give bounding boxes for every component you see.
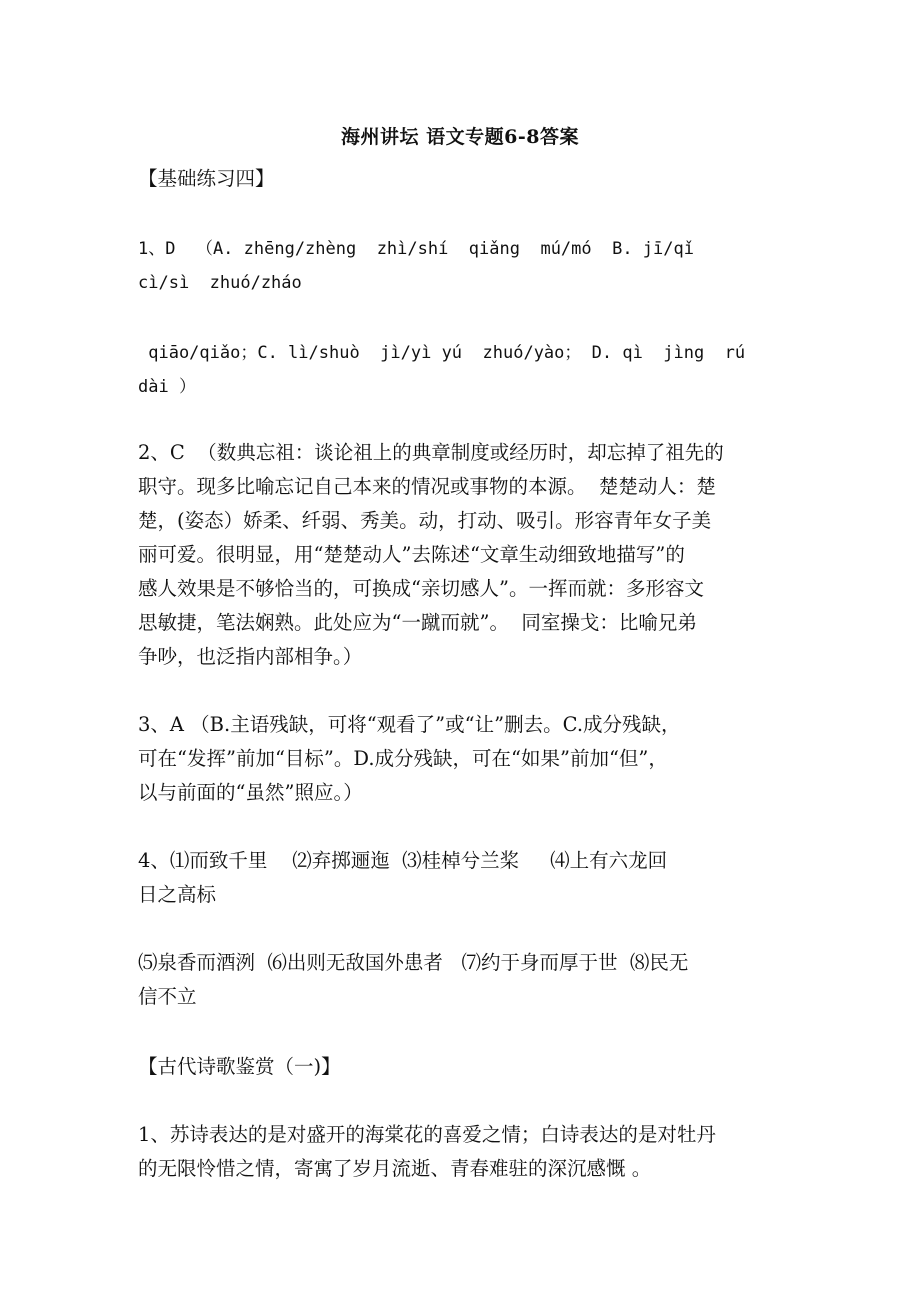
answer-1-line-1: 1、D （A. zhēng/zhèng zhì/shí qiǎng mú/mó B. jī/qǐ [138,239,694,259]
page-title: 海州讲坛 语文专题6-8答案 [341,126,579,148]
answer-3-line-1: 3、A （B.主语残缺，可将“观看了”或“让”删去。C.成分残缺， [138,713,681,736]
answer-4-line-2: 日之高标 [138,883,217,906]
answer-2-line-6: 思敏捷，笔法娴熟。此处应为“一蹴而就”。 同室操戈：比喻兄弟 [138,611,697,634]
poetry-answer-1-line-1: 1、苏诗表达的是对盛开的海棠花的喜爱之情；白诗表达的是对牡丹 [138,1123,716,1146]
answer-2-line-1: 2、C （数典忘祖：谈论祖上的典章制度或经历时，却忘掉了祖先的 [138,441,724,464]
answer-2-line-3: 楚，(姿态）娇柔、纤弱、秀美。动，打动、吸引。形容青年女子美 [138,509,712,532]
answer-1-cont-line-1: qiāo/qiǎo；C. lì/shuò jì/yì yú zhuó/yào； D. qì jìng rú [138,343,746,363]
answer-3-line-2: 可在“发挥”前加“目标”。D.成分残缺，可在“如果”前加“但”， [138,747,668,770]
section-heading-poetry-appreciation: 【古代诗歌鉴赏（一)】 [138,1055,341,1078]
answer-1-cont-line-2: dài ） [138,377,196,397]
answer-2-line-4: 丽可爱。很明显，用“楚楚动人”去陈述“文章生动细致地描写”的 [138,543,685,566]
answer-4-line-1: 4、⑴而致千里 ⑵弃掷逦迤 ⑶桂棹兮兰桨 ⑷上有六龙回 [138,849,668,872]
answer-3-line-3: 以与前面的“虽然”照应。） [138,781,363,804]
section-heading-basic-practice: 【基础练习四】 [138,167,275,190]
answer-4-cont-line-1: ⑸泉香而酒洌 ⑹出则无敌国外患者 ⑺约于身而厚于世 ⑻民无 [138,951,689,974]
poetry-answer-1-line-2: 的无限怜惜之情，寄寓了岁月流逝、青春难驻的深沉感慨 。 [138,1157,652,1180]
answer-2-line-2: 职守。现多比喻忘记自己本来的情况或事物的本源。 楚楚动人：楚 [138,475,716,498]
answer-2-line-5: 感人效果是不够恰当的，可换成“亲切感人”。一挥而就：多形容文 [138,577,704,600]
answer-2-line-7: 争吵，也泛指内部相争。） [138,645,363,668]
answer-1-line-2: cì/sì zhuó/zháo [138,273,302,293]
answer-4-cont-line-2: 信不立 [138,985,197,1008]
